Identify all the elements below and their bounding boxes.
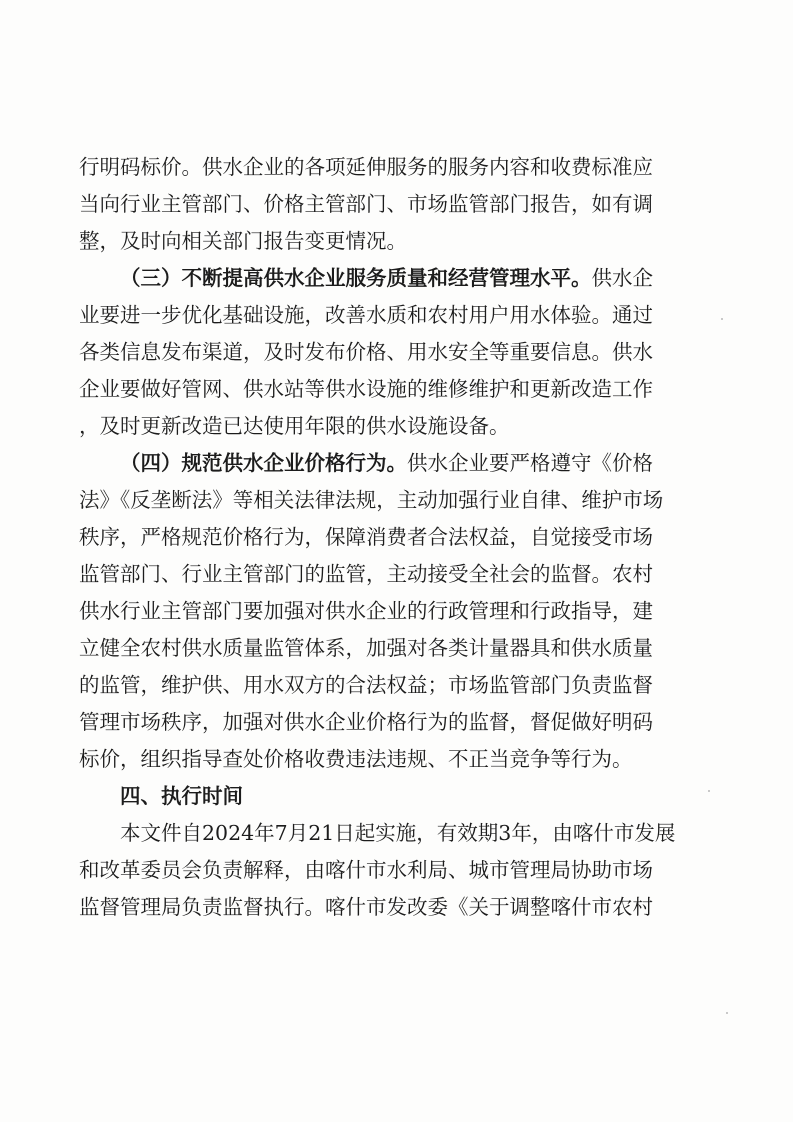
paragraph-line: 本文件自2024年7月21日起实施，有效期3年，由喀什市发展 bbox=[120, 821, 676, 845]
paragraph-line: 行明码标价。供水企业的各项延伸服务的服务内容和收费标准应 bbox=[79, 155, 653, 179]
paragraph-line: 标价，组织指导查处价格收费违法违规、不正当竞争等行为。 bbox=[79, 747, 633, 771]
paragraph-line: 管理市场秩序，加强对供水企业价格行为的监督，督促做好明码 bbox=[79, 710, 653, 734]
paragraph-line: 监管部门、行业主管部门的监管，主动接受全社会的监督。农村 bbox=[79, 562, 653, 586]
section-lead-line bbox=[120, 264, 653, 292]
scan-speck bbox=[721, 318, 723, 320]
paragraph-text: 供水企业要严格遵守《价格 bbox=[407, 451, 653, 475]
section-heading: 四、执行时间 bbox=[120, 784, 243, 808]
paragraph-line: 法》《反垄断法》等相关法律法规，主动加强行业自律、维护市场 bbox=[79, 488, 664, 512]
paragraph-line: 业要进一步优化基础设施，改善水质和农村用户用水体验。通过 bbox=[79, 303, 653, 327]
paragraph-line: 供水行业主管部门要加强对供水企业的行政管理和行政指导，建 bbox=[79, 599, 653, 623]
paragraph-line: 当向行业主管部门、价格主管部门、市场监管部门报告，如有调 bbox=[79, 192, 653, 216]
section-heading-3: （三）不断提高供水企业服务质量和经营管理水平。 bbox=[120, 266, 592, 290]
paragraph-line: 监督管理局负责监督执行。喀什市发改委《关于调整喀什市农村 bbox=[79, 895, 653, 919]
section-lead-line bbox=[120, 449, 653, 477]
scan-speck bbox=[708, 790, 710, 792]
section-heading-4: （四）规范供水企业价格行为。 bbox=[120, 451, 407, 475]
paragraph-line: 秩序，严格规范价格行为，保障消费者合法权益，自觉接受市场 bbox=[79, 525, 653, 549]
paragraph-text: 供水企 bbox=[591, 266, 653, 290]
paragraph-line: 立健全农村供水质量监管体系，加强对各类计量器具和供水质量 bbox=[79, 636, 653, 660]
paragraph-line: 的监管，维护供、用水双方的合法权益；市场监管部门负责监督 bbox=[79, 673, 653, 697]
paragraph-line: 和改革委员会负责解释，由喀什市水利局、城市管理局协助市场 bbox=[79, 858, 653, 882]
paragraph-line: 整，及时向相关部门报告变更情况。 bbox=[79, 229, 407, 253]
paragraph-line: ，及时更新改造已达使用年限的供水设施设备。 bbox=[79, 414, 510, 438]
scan-speck bbox=[726, 1012, 728, 1014]
paragraph-line: 各类信息发布渠道，及时发布价格、用水安全等重要信息。供水 bbox=[79, 340, 653, 364]
paragraph-line: 企业要做好管网、供水站等供水设施的维修维护和更新改造工作 bbox=[79, 377, 653, 401]
